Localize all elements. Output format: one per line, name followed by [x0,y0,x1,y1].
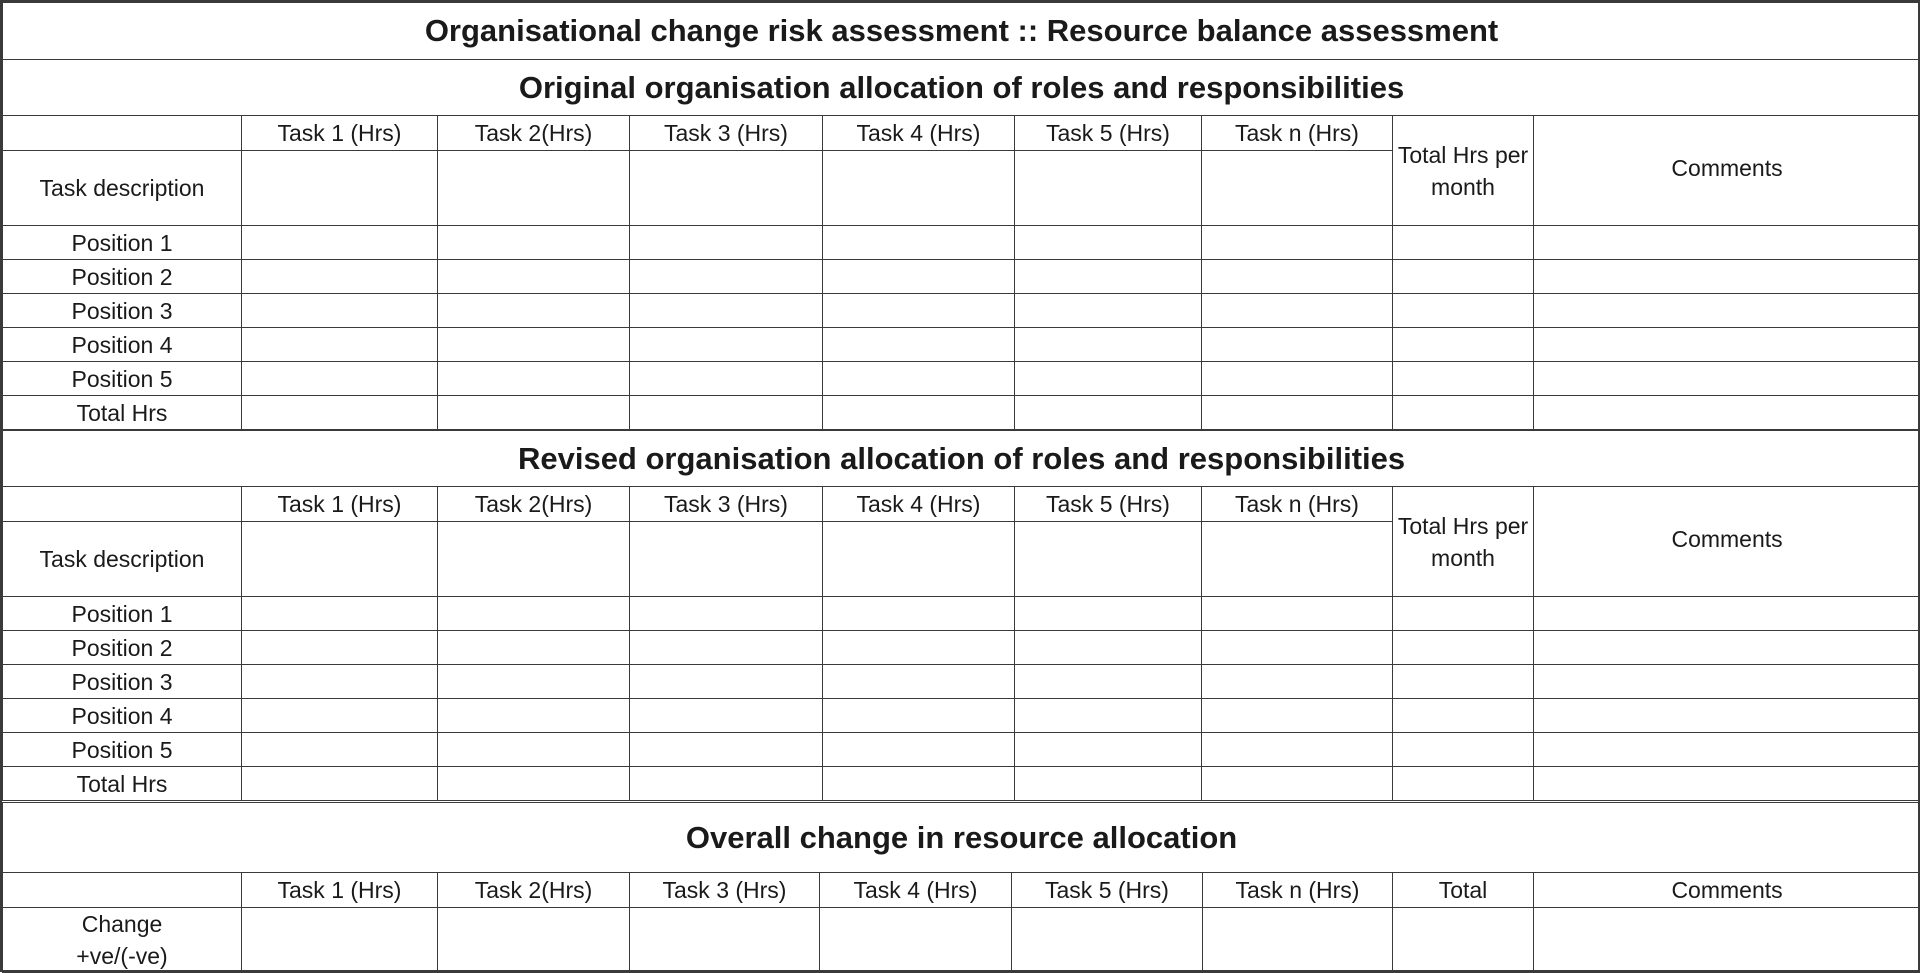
cell[interactable] [1202,362,1393,396]
cell[interactable] [242,699,438,733]
table-row [3,767,1920,801]
overall-col-task4: Task 4 (Hrs) [820,873,1012,908]
cell[interactable] [1203,908,1393,973]
cell[interactable] [438,396,630,430]
original-desc-cell[interactable] [438,151,630,226]
cell[interactable] [1015,294,1202,328]
cell[interactable] [1015,362,1202,396]
cell[interactable] [438,665,630,699]
cell[interactable] [823,362,1015,396]
cell[interactable] [438,328,630,362]
table-row [3,226,1920,260]
cell[interactable] [1015,665,1202,699]
cell[interactable] [630,396,823,430]
revised-desc-cell[interactable] [1015,522,1202,597]
cell[interactable] [1202,260,1393,294]
revised-section-heading: Revised organisation allocation of roles and responsibilities [3,431,1920,487]
cell[interactable] [1534,699,1920,733]
cell[interactable] [1393,226,1534,260]
cell[interactable] [1202,767,1393,801]
cell[interactable] [1534,328,1920,362]
row-label: Position 2 [3,631,242,665]
original-col-task4: Task 4 (Hrs) [823,116,1015,151]
table-row [3,665,1920,699]
overall-col-comments: Comments [1534,873,1920,908]
overall-col-task3: Task 3 (Hrs) [630,873,820,908]
cell[interactable] [823,396,1015,430]
overall-table [2,802,1920,973]
cell[interactable] [438,362,630,396]
revised-col-task4: Task 4 (Hrs) [823,487,1015,522]
cell[interactable] [438,767,630,801]
cell[interactable] [1534,665,1920,699]
cell[interactable] [1534,226,1920,260]
original-col-task2: Task 2(Hrs) [438,116,630,151]
cell[interactable] [1393,362,1534,396]
overall-col-total: Total [1393,873,1534,908]
cell[interactable] [1393,699,1534,733]
table-row [3,362,1920,396]
cell[interactable] [1393,767,1534,801]
cell[interactable] [1393,294,1534,328]
revised-col-comments: Comments [1534,487,1920,597]
cell[interactable] [1393,396,1534,430]
cell[interactable] [823,665,1015,699]
row-label: Position 5 [3,362,242,396]
revised-desc-cell[interactable] [438,522,630,597]
cell[interactable] [1015,396,1202,430]
row-label: Position 3 [3,665,242,699]
original-col-task5: Task 5 (Hrs) [1015,116,1202,151]
cell[interactable] [1015,328,1202,362]
row-label: Total Hrs [3,396,242,430]
cell[interactable] [1015,699,1202,733]
original-desc-cell[interactable] [823,151,1015,226]
cell[interactable] [1534,908,1920,973]
cell[interactable] [630,362,823,396]
cell[interactable] [242,908,438,973]
revised-col-total: Total Hrs per month [1393,487,1534,597]
cell[interactable] [1534,362,1920,396]
cell[interactable] [242,362,438,396]
original-col-task1: Task 1 (Hrs) [242,116,438,151]
cell[interactable] [438,597,630,631]
cell[interactable] [823,294,1015,328]
cell[interactable] [630,767,823,801]
revised-desc-cell[interactable] [1202,522,1393,597]
cell[interactable] [823,631,1015,665]
original-col-comments: Comments [1534,116,1920,226]
revised-table [2,430,1920,801]
cell[interactable] [1202,699,1393,733]
cell[interactable] [1015,597,1202,631]
cell[interactable] [242,631,438,665]
revised-col-task5: Task 5 (Hrs) [1015,487,1202,522]
cell[interactable] [630,908,820,973]
row-label: Position 1 [3,597,242,631]
original-col-task3: Task 3 (Hrs) [630,116,823,151]
original-desc-cell[interactable] [630,151,823,226]
overall-col-task1: Task 1 (Hrs) [242,873,438,908]
cell[interactable] [630,328,823,362]
cell[interactable] [630,260,823,294]
row-label: Total Hrs [3,767,242,801]
cell[interactable] [630,665,823,699]
cell[interactable] [438,733,630,767]
row-label: Position 5 [3,733,242,767]
cell[interactable] [1202,328,1393,362]
cell[interactable] [438,294,630,328]
row-label: Position 3 [3,294,242,328]
original-task-description-label: Task description [3,151,242,226]
cell[interactable] [1534,294,1920,328]
original-desc-cell[interactable] [242,151,438,226]
table-row [3,396,1920,430]
row-label: Position 1 [3,226,242,260]
cell[interactable] [242,396,438,430]
cell[interactable] [823,767,1015,801]
cell[interactable] [1202,597,1393,631]
cell[interactable] [1393,260,1534,294]
cell[interactable] [1015,226,1202,260]
cell[interactable] [1534,631,1920,665]
cell[interactable] [1393,665,1534,699]
cell[interactable] [438,226,630,260]
cell[interactable] [1393,733,1534,767]
cell[interactable] [1202,665,1393,699]
revised-task-description-label: Task description [3,522,242,597]
row-label: Position 2 [3,260,242,294]
cell[interactable] [242,294,438,328]
cell[interactable] [823,226,1015,260]
cell[interactable] [1534,767,1920,801]
cell[interactable] [823,328,1015,362]
cell[interactable] [438,631,630,665]
revised-col-task3: Task 3 (Hrs) [630,487,823,522]
cell[interactable] [630,294,823,328]
overall-col-task5: Task 5 (Hrs) [1012,873,1203,908]
cell[interactable] [1534,396,1920,430]
table-row [3,631,1920,665]
cell[interactable] [630,699,823,733]
cell[interactable] [1015,631,1202,665]
cell[interactable] [823,597,1015,631]
overall-corner-cell [3,873,242,908]
change-label: Change +ve/(-ve) [3,908,242,973]
cell[interactable] [1534,260,1920,294]
overall-col-task2: Task 2(Hrs) [438,873,630,908]
cell[interactable] [242,665,438,699]
overall-section-heading: Overall change in resource allocation [3,803,1920,873]
cell[interactable] [438,699,630,733]
table-row [3,699,1920,733]
revised-desc-cell[interactable] [242,522,438,597]
cell[interactable] [1202,226,1393,260]
cell[interactable] [823,260,1015,294]
table-row [3,328,1920,362]
cell[interactable] [820,908,1012,973]
table-row [3,294,1920,328]
cell[interactable] [1202,733,1393,767]
cell[interactable] [630,631,823,665]
revised-col-task2: Task 2(Hrs) [438,487,630,522]
row-label: Position 4 [3,699,242,733]
cell[interactable] [1012,908,1203,973]
cell[interactable] [242,328,438,362]
original-corner-cell [3,116,242,151]
table-row [3,733,1920,767]
cell[interactable] [1393,597,1534,631]
original-desc-cell[interactable] [1015,151,1202,226]
cell[interactable] [438,260,630,294]
cell[interactable] [1202,294,1393,328]
cell[interactable] [1393,908,1534,973]
revised-corner-cell [3,487,242,522]
revised-desc-cell[interactable] [823,522,1015,597]
original-desc-cell[interactable] [1202,151,1393,226]
revised-desc-cell[interactable] [630,522,823,597]
cell[interactable] [1015,733,1202,767]
cell[interactable] [242,226,438,260]
cell[interactable] [630,733,823,767]
overall-col-taskn: Task n (Hrs) [1203,873,1393,908]
cell[interactable] [823,699,1015,733]
cell[interactable] [242,733,438,767]
original-col-taskn: Task n (Hrs) [1202,116,1393,151]
cell[interactable] [1534,733,1920,767]
original-table [2,2,1920,430]
revised-col-task1: Task 1 (Hrs) [242,487,438,522]
page-title: Organisational change risk assessment :: Resource balance assessment [3,3,1920,60]
cell[interactable] [438,908,630,973]
cell[interactable] [823,733,1015,767]
original-col-total: Total Hrs per month [1393,116,1534,226]
cell[interactable] [1534,597,1920,631]
cell[interactable] [630,597,823,631]
table-row [3,597,1920,631]
original-section-heading: Original organisation allocation of roles and responsibilities [3,60,1920,116]
cell[interactable] [1015,260,1202,294]
cell[interactable] [1202,631,1393,665]
cell[interactable] [630,226,823,260]
table-row [3,260,1920,294]
cell[interactable] [1393,328,1534,362]
revised-col-taskn: Task n (Hrs) [1202,487,1393,522]
cell[interactable] [1015,767,1202,801]
cell[interactable] [242,260,438,294]
cell[interactable] [242,597,438,631]
table-row [3,908,1920,973]
cell[interactable] [242,767,438,801]
cell[interactable] [1202,396,1393,430]
cell[interactable] [1393,631,1534,665]
row-label: Position 4 [3,328,242,362]
